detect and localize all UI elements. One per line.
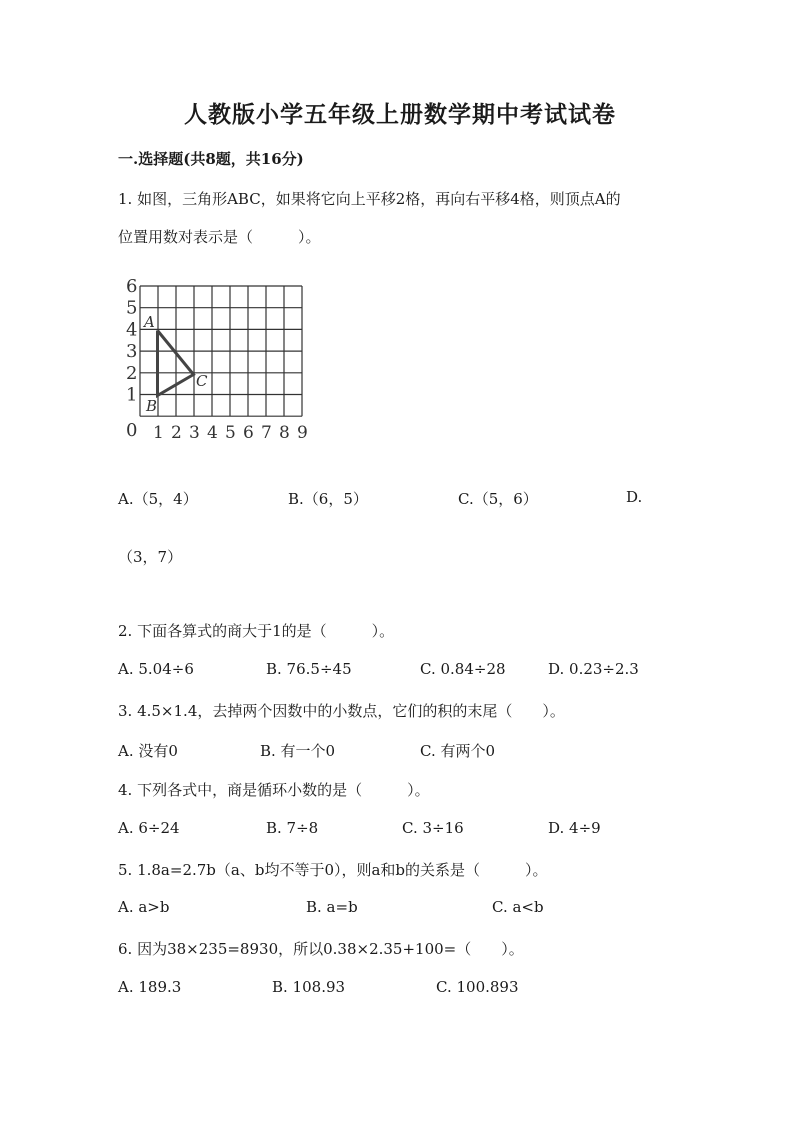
y-tick-label: 5 bbox=[126, 297, 138, 319]
q2-option-c[interactable]: C. 0.84÷28 bbox=[420, 660, 506, 678]
q5-option-a[interactable]: A. a>b bbox=[118, 898, 170, 916]
question-1-line-1: 1. 如图，三角形ABC，如果将它向上平移2格，再向右平移4格，则顶点A的 bbox=[118, 190, 621, 208]
q4-option-c[interactable]: C. 3÷16 bbox=[402, 819, 464, 837]
q1-option-a[interactable]: A.（5，4） bbox=[118, 490, 198, 508]
y-tick-label: 6 bbox=[126, 278, 138, 297]
question-2-text: 2. 下面各算式的商大于1的是（ ）。 bbox=[118, 622, 395, 640]
q1-option-b[interactable]: B.（6，5） bbox=[288, 490, 368, 508]
y-tick-label: 2 bbox=[126, 362, 138, 384]
x-tick-label: 9 bbox=[297, 423, 308, 444]
x-tick-label: 8 bbox=[279, 423, 290, 444]
q3-option-a[interactable]: A. 没有0 bbox=[118, 742, 178, 760]
vertex-label-b: B bbox=[146, 397, 158, 415]
y-tick-label: 0 bbox=[126, 420, 138, 442]
vertex-label-a: A bbox=[144, 313, 155, 331]
question-4-text: 4. 下列各式中，商是循环小数的是（ ）。 bbox=[118, 781, 430, 799]
q1-option-d[interactable]: D. bbox=[626, 488, 643, 506]
q4-option-d[interactable]: D. 4÷9 bbox=[548, 819, 601, 837]
question-6-text: 6. 因为38×235=8930，所以0.38×2.35+100=（ ）。 bbox=[118, 940, 524, 958]
q2-option-d[interactable]: D. 0.23÷2.3 bbox=[548, 660, 639, 678]
q1-option-d-value: （3，7） bbox=[118, 548, 183, 566]
q5-option-c[interactable]: C. a<b bbox=[492, 898, 544, 916]
x-tick-label: 4 bbox=[207, 423, 218, 444]
y-tick-label: 1 bbox=[126, 384, 138, 406]
q6-option-a[interactable]: A. 189.3 bbox=[118, 978, 182, 996]
y-tick-label: 3 bbox=[126, 341, 138, 363]
question-3-text: 3. 4.5×1.4，去掉两个因数中的小数点，它们的积的末尾（ ）。 bbox=[118, 702, 565, 720]
q6-option-c[interactable]: C. 100.893 bbox=[436, 978, 519, 996]
q2-option-b[interactable]: B. 76.5÷45 bbox=[266, 660, 352, 678]
page-title: 人教版小学五年级上册数学期中考试试卷 bbox=[184, 101, 616, 128]
question-1-line-2: 位置用数对表示是（ ）。 bbox=[118, 228, 321, 246]
x-tick-label: 2 bbox=[171, 423, 182, 444]
q4-option-a[interactable]: A. 6÷24 bbox=[118, 819, 180, 837]
q6-option-b[interactable]: B. 108.93 bbox=[272, 978, 346, 996]
q3-option-b[interactable]: B. 有一个0 bbox=[260, 742, 336, 760]
q1-option-c[interactable]: C.（5，6） bbox=[458, 490, 538, 508]
coordinate-grid-figure bbox=[118, 278, 318, 448]
x-tick-label: 3 bbox=[189, 423, 200, 444]
q4-option-b[interactable]: B. 7÷8 bbox=[266, 819, 319, 837]
q3-option-c[interactable]: C. 有两个0 bbox=[420, 742, 496, 760]
x-tick-label: 1 bbox=[153, 423, 164, 444]
q2-option-a[interactable]: A. 5.04÷6 bbox=[118, 660, 194, 678]
x-tick-label: 5 bbox=[225, 423, 236, 444]
q5-option-b[interactable]: B. a=b bbox=[306, 898, 358, 916]
vertex-label-c: C bbox=[196, 372, 208, 390]
x-tick-label: 7 bbox=[261, 423, 272, 444]
y-tick-label: 4 bbox=[126, 319, 138, 341]
section-heading: 一.选择题(共8题，共16分) bbox=[118, 150, 304, 168]
question-5-text: 5. 1.8a=2.7b（a、b均不等于0），则a和b的关系是（ ）。 bbox=[118, 861, 548, 879]
x-tick-label: 6 bbox=[243, 423, 254, 444]
